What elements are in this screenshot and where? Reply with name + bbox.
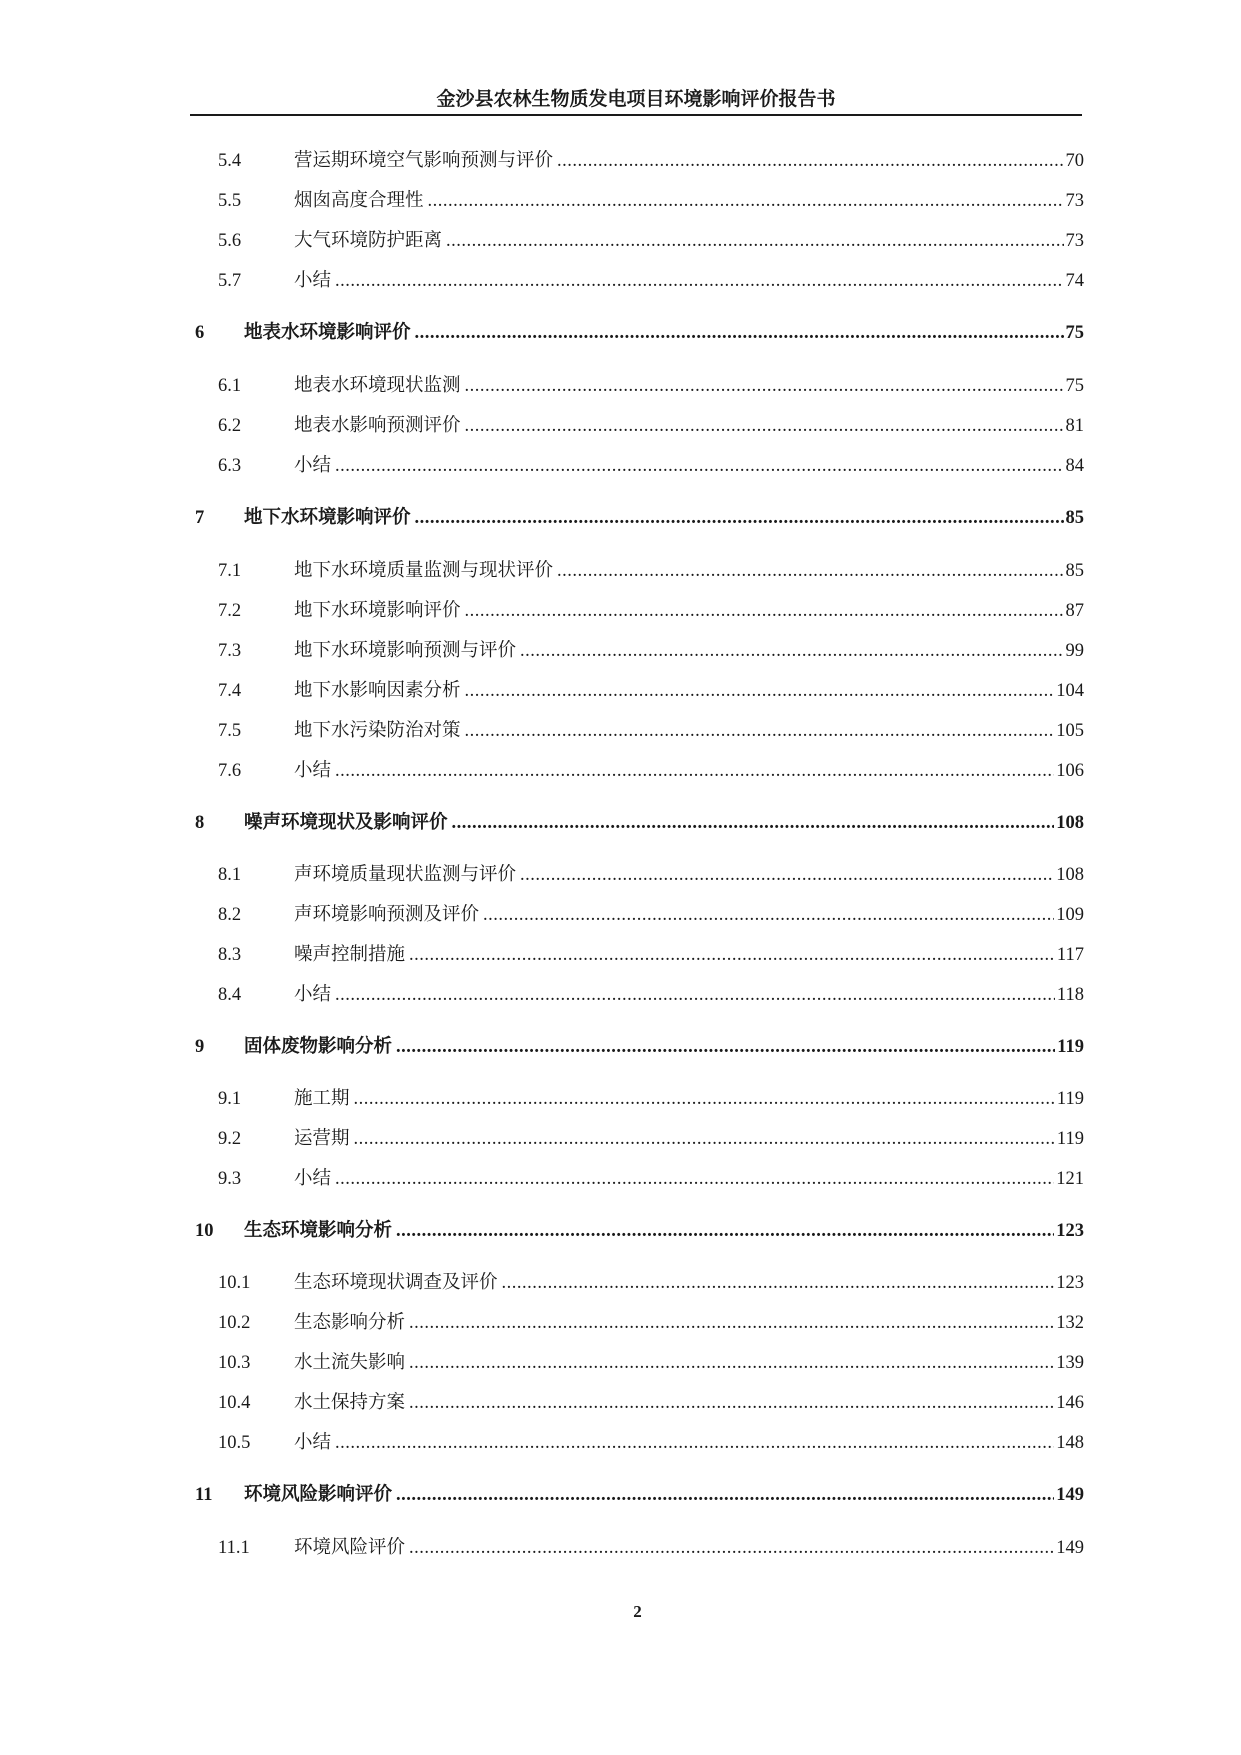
toc-entry-title: 烟囱高度合理性 [294, 191, 424, 211]
toc-dot-leader [483, 900, 1054, 930]
toc-entry-number: 11.1 [218, 1538, 250, 1558]
toc-entry-page: 118 [1056, 985, 1084, 1005]
toc-entry-title: 噪声环境现状及影响评价 [244, 813, 448, 833]
toc-entry-number: 7.2 [218, 601, 242, 621]
toc-section-entry[interactable] [218, 636, 1084, 666]
toc-dot-leader [415, 503, 1064, 533]
toc-entry-number: 9.1 [218, 1089, 242, 1109]
toc-entry-number: 9.3 [218, 1169, 242, 1189]
toc-entry-title: 地下水环境影响预测与评价 [294, 641, 517, 661]
toc-dot-leader [557, 146, 1063, 176]
toc-dot-leader [520, 636, 1063, 666]
toc-entry-number: 7 [195, 508, 205, 528]
toc-chapter-entry[interactable] [195, 1032, 1084, 1062]
toc-section-entry[interactable] [218, 556, 1084, 586]
toc-entry-title: 生态环境影响分析 [244, 1221, 393, 1241]
toc-dot-leader [465, 676, 1055, 706]
toc-entry-title: 固体废物影响分析 [244, 1037, 393, 1057]
toc-section-entry[interactable] [218, 676, 1084, 706]
toc-dot-leader [335, 980, 1055, 1010]
toc-dot-leader [520, 860, 1054, 890]
toc-entry-title: 小结 [294, 271, 332, 291]
toc-dot-leader [452, 808, 1055, 838]
toc-entry-page: 74 [1065, 271, 1084, 291]
toc-entry-number: 10.1 [218, 1273, 251, 1293]
toc-entry-page: 132 [1056, 1313, 1084, 1333]
toc-entry-page: 108 [1056, 865, 1084, 885]
toc-dot-leader [409, 1308, 1054, 1338]
toc-entry-page: 73 [1065, 231, 1084, 251]
toc-dot-leader [335, 451, 1063, 481]
toc-entry-title: 小结 [294, 985, 332, 1005]
header-rule [190, 114, 1082, 116]
toc-entry-page: 81 [1065, 416, 1084, 436]
toc-dot-leader [557, 556, 1063, 586]
toc-section-entry[interactable] [218, 596, 1084, 626]
toc-entry-title: 环境风险影响评价 [244, 1485, 393, 1505]
toc-entry-page: 108 [1056, 813, 1084, 833]
toc-entry-title: 地下水影响因素分析 [294, 681, 461, 701]
toc-entry-title: 水土保持方案 [294, 1393, 406, 1413]
page-number: 2 [633, 1602, 642, 1621]
toc-entry-number: 8 [195, 813, 205, 833]
toc-section-entry[interactable] [218, 940, 1084, 970]
toc-entry-title: 生态环境现状调查及评价 [294, 1273, 498, 1293]
toc-entry-title: 声环境质量现状监测与评价 [294, 865, 517, 885]
toc-entry-number: 6.2 [218, 416, 242, 436]
toc-chapter-entry[interactable] [195, 808, 1084, 838]
toc-chapter-entry[interactable] [195, 1216, 1084, 1246]
toc-entry-number: 6.1 [218, 376, 242, 396]
toc-section-entry[interactable] [218, 1348, 1084, 1378]
toc-dot-leader [415, 318, 1064, 348]
toc-dot-leader [335, 756, 1054, 786]
toc-entry-title: 小结 [294, 1169, 332, 1189]
toc-entry-number: 5.4 [218, 151, 242, 171]
page-header-title: 金沙县农林生物质发电项目环境影响评价报告书 [436, 89, 836, 110]
toc-entry-number: 7.3 [218, 641, 242, 661]
toc-entry-title: 小结 [294, 456, 332, 476]
toc-section-entry[interactable] [218, 756, 1084, 786]
toc-dot-leader [354, 1124, 1055, 1154]
toc-dot-leader [335, 266, 1063, 296]
toc-entry-page: 105 [1056, 721, 1084, 741]
toc-entry-number: 9 [195, 1037, 205, 1057]
toc-entry-page: 75 [1065, 323, 1084, 343]
toc-dot-leader [428, 186, 1064, 216]
toc-entry-page: 106 [1056, 761, 1084, 781]
toc-chapter-entry[interactable] [195, 503, 1084, 533]
toc-entry-number: 5.7 [218, 271, 242, 291]
toc-entry-page: 146 [1056, 1393, 1084, 1413]
toc-dot-leader [409, 940, 1055, 970]
toc-dot-leader [409, 1533, 1054, 1563]
toc-entry-number: 7.6 [218, 761, 242, 781]
toc-entry-number: 10.2 [218, 1313, 251, 1333]
toc-section-entry[interactable] [218, 1428, 1084, 1458]
toc-dot-leader [465, 716, 1055, 746]
toc-dot-leader [502, 1268, 1055, 1298]
toc-dot-leader [335, 1164, 1054, 1194]
toc-entry-number: 10.5 [218, 1433, 251, 1453]
toc-dot-leader [396, 1480, 1054, 1510]
toc-dot-leader [465, 371, 1064, 401]
toc-section-entry[interactable] [218, 980, 1084, 1010]
toc-section-entry[interactable] [218, 860, 1084, 890]
toc-entry-title: 声环境影响预测及评价 [294, 905, 480, 925]
toc-entry-title: 地下水污染防治对策 [294, 721, 461, 741]
toc-chapter-entry[interactable] [195, 1480, 1084, 1510]
toc-section-entry[interactable] [218, 1084, 1084, 1114]
toc-entry-number: 9.2 [218, 1129, 242, 1149]
toc-entry-number: 7.5 [218, 721, 242, 741]
toc-entry-title: 地下水环境质量监测与现状评价 [294, 561, 554, 581]
toc-entry-page: 75 [1065, 376, 1084, 396]
toc-entry-number: 6.3 [218, 456, 242, 476]
toc-section-entry[interactable] [218, 1308, 1084, 1338]
toc-chapter-entry[interactable] [195, 318, 1084, 348]
toc-entry-title: 环境风险评价 [294, 1538, 406, 1558]
toc-entry-title: 小结 [294, 1433, 332, 1453]
toc-entry-page: 149 [1056, 1538, 1084, 1558]
toc-entry-title: 地表水环境影响评价 [244, 323, 411, 343]
toc-entry-number: 8.2 [218, 905, 242, 925]
toc-section-entry[interactable] [218, 371, 1084, 401]
toc-entry-page: 73 [1065, 191, 1084, 211]
toc-entry-title: 运营期 [294, 1129, 350, 1149]
toc-entry-number: 7.1 [218, 561, 242, 581]
toc-entry-title: 地下水环境影响评价 [244, 508, 411, 528]
toc-dot-leader [354, 1084, 1055, 1114]
toc-entry-page: 123 [1056, 1273, 1084, 1293]
toc-entry-title: 施工期 [294, 1089, 350, 1109]
toc-entry-title: 小结 [294, 761, 332, 781]
toc-section-entry[interactable] [218, 1388, 1084, 1418]
toc-section-entry[interactable] [218, 186, 1084, 216]
toc-entry-page: 148 [1056, 1433, 1084, 1453]
toc-entry-title: 生态影响分析 [294, 1313, 406, 1333]
toc-entry-page: 123 [1056, 1221, 1084, 1241]
toc-entry-page: 119 [1056, 1089, 1084, 1109]
toc-section-entry[interactable] [218, 146, 1084, 176]
toc-entry-page: 70 [1065, 151, 1084, 171]
toc-entry-page: 104 [1056, 681, 1084, 701]
toc-section-entry[interactable] [218, 1533, 1084, 1563]
toc-entry-title: 地表水影响预测评价 [294, 416, 461, 436]
toc-entry-number: 10.3 [218, 1353, 251, 1373]
toc-dot-leader [396, 1216, 1054, 1246]
toc-entry-page: 84 [1065, 456, 1084, 476]
toc-dot-leader [335, 1428, 1054, 1458]
toc-entry-title: 水土流失影响 [294, 1353, 406, 1373]
toc-dot-leader [465, 411, 1064, 441]
toc-entry-number: 7.4 [218, 681, 242, 701]
toc-entry-page: 149 [1056, 1485, 1084, 1505]
toc-entry-number: 6 [195, 323, 205, 343]
toc-section-entry[interactable] [218, 900, 1084, 930]
toc-entry-page: 119 [1056, 1129, 1084, 1149]
toc-entry-number: 5.6 [218, 231, 242, 251]
toc-section-entry[interactable] [218, 1164, 1084, 1194]
toc-entry-page: 109 [1056, 905, 1084, 925]
toc-entry-title: 大气环境防护距离 [294, 231, 443, 251]
toc-entry-page: 85 [1065, 508, 1084, 528]
toc-section-entry[interactable] [218, 1124, 1084, 1154]
toc-entry-page: 119 [1057, 1037, 1084, 1057]
toc-section-entry[interactable] [218, 451, 1084, 481]
toc-entry-title: 噪声控制措施 [294, 945, 406, 965]
toc-entry-title: 营运期环境空气影响预测与评价 [294, 151, 554, 171]
toc-section-entry[interactable] [218, 411, 1084, 441]
toc-dot-leader [409, 1388, 1054, 1418]
toc-entry-page: 139 [1056, 1353, 1084, 1373]
toc-section-entry[interactable] [218, 716, 1084, 746]
toc-entry-number: 5.5 [218, 191, 242, 211]
toc-entry-title: 地下水环境影响评价 [294, 601, 461, 621]
toc-entry-number: 8.3 [218, 945, 242, 965]
toc-dot-leader [409, 1348, 1054, 1378]
toc-entry-page: 87 [1065, 601, 1084, 621]
toc-section-entry[interactable] [218, 266, 1084, 296]
toc-entry-page: 85 [1065, 561, 1084, 581]
toc-section-entry[interactable] [218, 226, 1084, 256]
toc-entry-page: 121 [1056, 1169, 1084, 1189]
toc-entry-number: 10 [195, 1221, 214, 1241]
toc-entry-number: 10.4 [218, 1393, 251, 1413]
toc-dot-leader [396, 1032, 1055, 1062]
toc-entry-number: 11 [195, 1485, 213, 1505]
toc-entry-page: 99 [1065, 641, 1084, 661]
toc-dot-leader [446, 226, 1063, 256]
toc-entry-number: 8.1 [218, 865, 242, 885]
toc-entry-title: 地表水环境现状监测 [294, 376, 461, 396]
toc-entry-page: 117 [1056, 945, 1084, 965]
toc-entry-number: 8.4 [218, 985, 242, 1005]
toc-dot-leader [465, 596, 1064, 626]
toc-section-entry[interactable] [218, 1268, 1084, 1298]
